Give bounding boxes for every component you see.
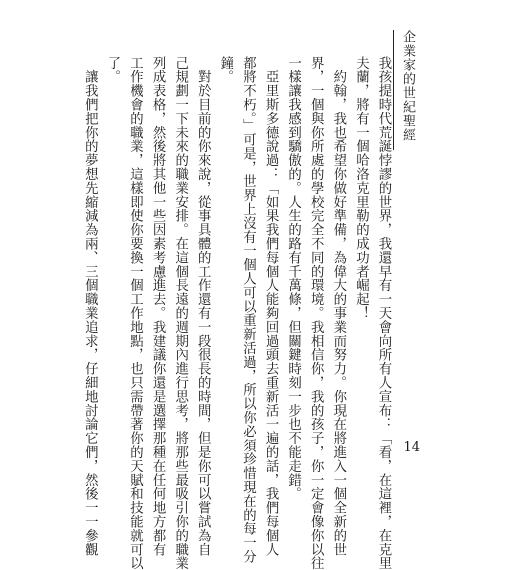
text-column: 鐘。 <box>217 56 233 84</box>
page-number: 14 <box>403 440 420 455</box>
text-column: 讓我們把你的夢想先縮減為兩、三個職業追求，仔細地討論它們，然後一一參觀 <box>82 56 98 557</box>
text-column: 一樣讓我感到驕傲的。人生的路有千萬條，但關鍵時刻一步也不能走錯。 <box>285 56 301 501</box>
text-column: 己規劃一下未來的職業安排。在這個長遠的週期內進行思考，將那些最吸引你的職業 <box>172 56 188 570</box>
text-column: 都將不朽。」可是，世界上沒有一個人可以重新活過，所以你必須珍惜現在的每一分 <box>240 56 256 564</box>
text-column: 界，一個與你所處的學校完全不同的環境。我相信你，我的孩子，你一定會像你以往 <box>308 56 324 570</box>
running-head-title: 企業家的世紀聖經 <box>393 30 416 150</box>
text-column: 約翰，我也希望你做好準備，為偉大的事業而努力。你現在將進入一個全新的世 <box>330 56 346 557</box>
text-column: 列成表格，然後將其他一些因素考慮進去。我建議你還是選擇那種在任何地方都有 <box>150 56 166 557</box>
text-column: 工作機會的職業，這樣即使你要換一個工作地點，也只需帶著你的天賦和技能就可以 <box>127 56 143 570</box>
text-column: 對於目前的你來說，從事具體的工作還有一段很長的時間，但是你可以嘗試為自 <box>195 56 211 557</box>
body-text <box>78 56 394 570</box>
text-column: 了。 <box>104 56 120 84</box>
text-column: 我孩提時代荒誕悖謬的世界，我還早有一天會向所有人宣布：「看，在這裡，在克里 <box>376 56 391 570</box>
text-column: 夫蘭，將有一個哈洛克里勒的成功者崛起！ <box>353 56 369 321</box>
text-column: 亞里斯多德說過：「如果我們每個人能夠回過頭去重新活一遍的話，我們每個人 <box>263 56 279 557</box>
